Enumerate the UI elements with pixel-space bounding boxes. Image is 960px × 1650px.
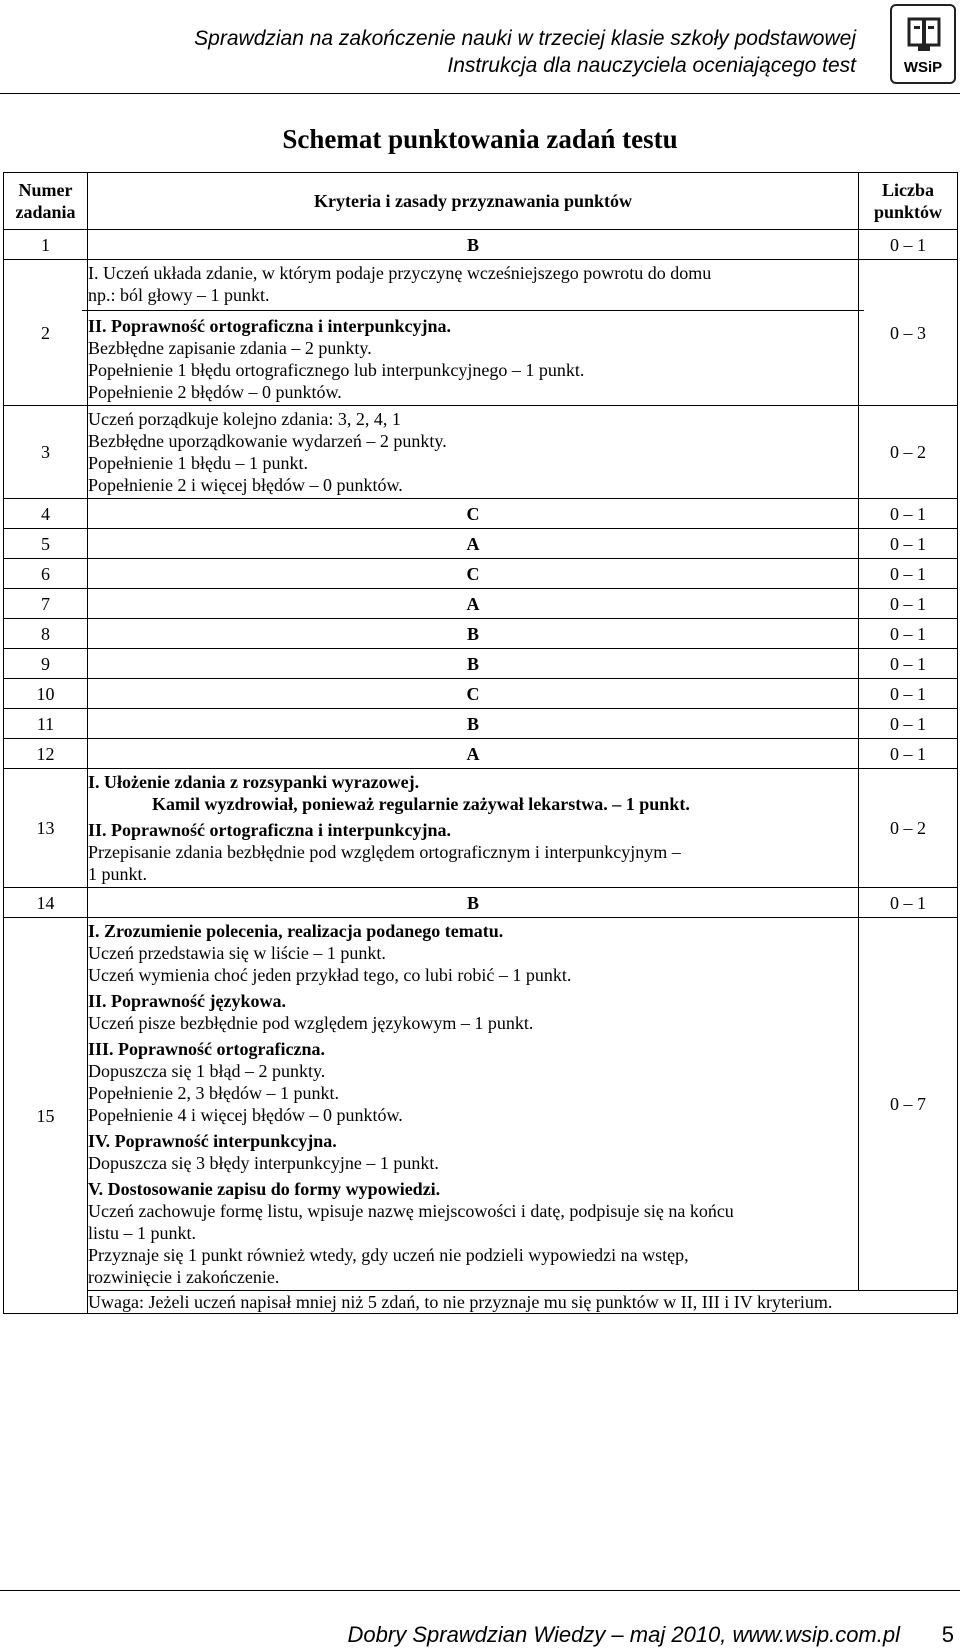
- criterion-block: [88, 817, 858, 887]
- publisher-logo: [890, 4, 956, 84]
- criterion-line: np.: ból głowy – 1 punkt.: [88, 285, 270, 305]
- criterion-line: Przyznaje się 1 punkt również wtedy, gdy uczeń nie podzieli wypowiedzi na wstęp,: [88, 1245, 689, 1265]
- task-points: 0 – 1: [859, 888, 958, 918]
- criterion-divider: [82, 310, 864, 311]
- task-number: 8: [4, 619, 88, 649]
- task-points: 0 – 1: [859, 559, 958, 589]
- criterion-heading: IV. Poprawność interpunkcyjna.: [88, 1131, 337, 1151]
- criterion-line: Uczeń pisze bezbłędnie pod względem językowym – 1 punkt.: [88, 1013, 534, 1033]
- criterion-heading: III. Poprawność ortograficzna.: [88, 1039, 325, 1059]
- criterion-block: [88, 918, 858, 988]
- task-number: 4: [4, 499, 88, 529]
- table-row: [4, 529, 958, 559]
- criterion-heading: II. Poprawność ortograficzna i interpunkcyjna.: [88, 316, 451, 336]
- table-row: [4, 888, 958, 918]
- criterion-line: Przepisanie zdania bezbłędnie pod względem ortograficznym i interpunkcyjnym –: [88, 842, 681, 862]
- table-row: [4, 499, 958, 529]
- criterion-heading: I. Zrozumienie polecenia, realizacja podanego tematu.: [88, 921, 504, 941]
- task-number: 9: [4, 649, 88, 679]
- header-rule: [0, 93, 960, 94]
- table-row: [4, 589, 958, 619]
- criterion-line: Popełnienie 1 błędu – 1 punkt.: [88, 453, 308, 473]
- criterion-line: Popełnienie 1 błędu ortograficznego lub interpunkcyjnego – 1 punkt.: [88, 360, 585, 380]
- task-answer: B: [88, 888, 859, 918]
- criterion-heading: II. Poprawność ortograficzna i interpunkcyjna.: [88, 820, 451, 840]
- task-answer: B: [88, 230, 859, 260]
- column-header-points: [859, 173, 958, 230]
- criterion-line: 1 punkt.: [88, 864, 148, 884]
- criterion-line: Uczeń porządkuje kolejno zdania: 3, 2, 4, 1: [88, 409, 401, 429]
- criterion-line: rozwinięcie i zakończenie.: [88, 1267, 280, 1287]
- table-row: [4, 619, 958, 649]
- table-header-row: [4, 173, 958, 230]
- table-row: [4, 918, 958, 1291]
- table-row: [4, 260, 958, 406]
- task-number: 13: [4, 769, 88, 888]
- task-number: 11: [4, 709, 88, 739]
- criterion-line: Kamil wyzdrowiał, ponieważ regularnie zażywał lekarstwa. – 1 punkt.: [152, 794, 690, 814]
- criterion-line: Uczeń zachowuje formę listu, wpisuje nazwę miejscowości i datę, podpisuje się na końcu: [88, 1201, 734, 1221]
- task-answer: B: [88, 649, 859, 679]
- table-row: [4, 1291, 958, 1314]
- task-points: 0 – 2: [859, 406, 958, 499]
- criterion-heading: II. Poprawność językowa.: [88, 991, 286, 1011]
- column-header-number: [4, 173, 88, 230]
- task-points: 0 – 1: [859, 739, 958, 769]
- task-answer: B: [88, 709, 859, 739]
- criterion-block: [88, 260, 858, 308]
- task-number: 2: [4, 260, 88, 406]
- task-criteria: [88, 406, 859, 499]
- task-note: Uwaga: Jeżeli uczeń napisał mniej niż 5 zdań, to nie przyznaje mu się punktów w II, III i IV kryterium.: [88, 1291, 958, 1314]
- task-number: 10: [4, 679, 88, 709]
- criterion-heading: V. Dostosowanie zapisu do formy wypowiedzi.: [88, 1179, 441, 1199]
- table-row: [4, 769, 958, 888]
- task-number: 3: [4, 406, 88, 499]
- task-number: 7: [4, 589, 88, 619]
- task-answer: A: [88, 529, 859, 559]
- task-criteria: [88, 918, 859, 1291]
- book-icon: [906, 16, 942, 54]
- table-row: [4, 739, 958, 769]
- scoring-table: [3, 172, 958, 1314]
- criterion-block: [88, 988, 858, 1036]
- task-number: 1: [4, 230, 88, 260]
- table-row: [4, 649, 958, 679]
- criterion-line: Popełnienie 2 błędów – 0 punktów.: [88, 382, 342, 402]
- task-answer: C: [88, 559, 859, 589]
- table-row: [4, 406, 958, 499]
- criterion-block: [88, 769, 858, 817]
- column-header-criteria: Kryteria i zasady przyznawania punktów: [88, 173, 859, 230]
- page-title: Schemat punktowania zadań testu: [282, 124, 678, 154]
- criterion-line: Bezbłędne uporządkowanie wydarzeń – 2 punkty.: [88, 431, 447, 451]
- task-number: 12: [4, 739, 88, 769]
- column-header-points-line1: Liczba: [882, 180, 934, 200]
- criterion-line: Popełnienie 4 i więcej błędów – 0 punktów.: [88, 1105, 403, 1125]
- task-points: 0 – 1: [859, 679, 958, 709]
- criterion-block: [88, 406, 858, 498]
- criterion-line: Uczeń przedstawia się w liście – 1 punkt.: [88, 943, 386, 963]
- criterion-line: Dopuszcza się 1 błąd – 2 punkty.: [88, 1061, 326, 1081]
- task-points: 0 – 1: [859, 499, 958, 529]
- task-points: 0 – 1: [859, 230, 958, 260]
- footer-text: Dobry Sprawdzian Wiedzy – maj 2010, www.wsip.com.pl: [347, 1622, 900, 1647]
- task-points: 0 – 1: [859, 649, 958, 679]
- page-number: 5: [941, 1622, 954, 1647]
- criterion-line: Popełnienie 2 i więcej błędów – 0 punktów.: [88, 475, 403, 495]
- table-row: [4, 709, 958, 739]
- task-number: 6: [4, 559, 88, 589]
- task-criteria: [88, 769, 859, 888]
- task-answer: C: [88, 499, 859, 529]
- table-row: [4, 679, 958, 709]
- criterion-line: Dopuszcza się 3 błędy interpunkcyjne – 1 punkt.: [88, 1153, 439, 1173]
- task-points: 0 – 7: [859, 918, 958, 1291]
- task-answer: C: [88, 679, 859, 709]
- footer-rule: [0, 1590, 960, 1591]
- logo-text: WSiP: [903, 59, 943, 76]
- criterion-line: Bezbłędne zapisanie zdania – 2 punkty.: [88, 338, 372, 358]
- criterion-line: Uczeń wymienia choć jeden przykład tego, co lubi robić – 1 punkt.: [88, 965, 572, 985]
- task-number: 5: [4, 529, 88, 559]
- task-number: 15: [4, 918, 88, 1314]
- criterion-line: I. Uczeń układa zdanie, w którym podaje przyczynę wcześniejszego powrotu do domu: [88, 263, 712, 283]
- task-points: 0 – 1: [859, 589, 958, 619]
- criterion-line: listu – 1 punkt.: [88, 1223, 197, 1243]
- criterion-block: [88, 1176, 858, 1290]
- task-points: 0 – 2: [859, 769, 958, 888]
- column-header-points-line2: punktów: [873, 202, 943, 222]
- task-points: 0 – 1: [859, 529, 958, 559]
- task-points: 0 – 1: [859, 709, 958, 739]
- criterion-block: [88, 1128, 858, 1176]
- criterion-block: [88, 313, 858, 405]
- column-header-number-line2: zadania: [15, 202, 76, 222]
- table-row: [4, 230, 958, 260]
- column-header-number-line1: Numer: [18, 180, 73, 200]
- header-subtitle: Instrukcja dla nauczyciela oceniającego test: [447, 54, 856, 77]
- table-row: [4, 559, 958, 589]
- criterion-heading: I. Ułożenie zdania z rozsypanki wyrazowej.: [88, 772, 420, 792]
- task-number: 14: [4, 888, 88, 918]
- task-answer: A: [88, 739, 859, 769]
- task-points: 0 – 3: [859, 260, 958, 406]
- task-criteria: [88, 260, 859, 406]
- criterion-block: [88, 1036, 858, 1128]
- task-points: 0 – 1: [859, 619, 958, 649]
- criterion-line: Popełnienie 2, 3 błędów – 1 punkt.: [88, 1083, 339, 1103]
- header-title: Sprawdzian na zakończenie nauki w trzeciej klasie szkoły podstawowej: [194, 27, 856, 50]
- task-answer: B: [88, 619, 859, 649]
- task-answer: A: [88, 589, 859, 619]
